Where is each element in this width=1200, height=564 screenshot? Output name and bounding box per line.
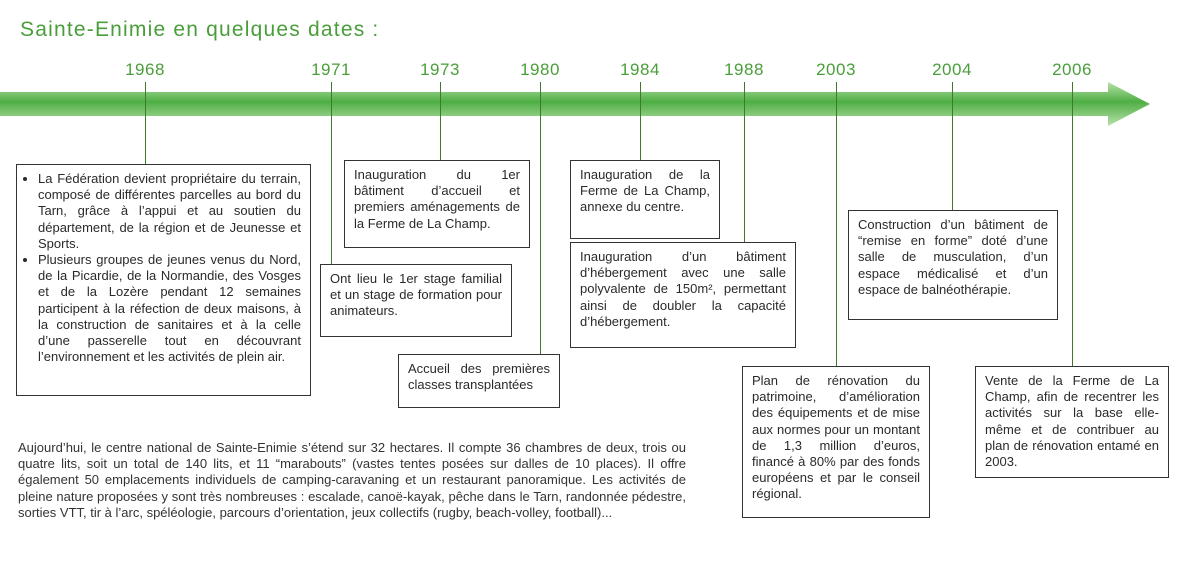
year-1971: 1971	[311, 60, 351, 79]
stem-2003	[836, 82, 837, 366]
page-title: Sainte-Enimie en quelques dates :	[20, 18, 380, 41]
year-1968: 1968	[125, 60, 165, 79]
event-box-2003: Plan de rénovation du patrimoine, d’amélioration des équipements et de mise aux normes pour un montant de 1,3 million d’euros, financé à 80% par des fonds européens et par le conseil régional.	[742, 366, 930, 518]
stem-1988	[744, 82, 745, 242]
event-box-1968	[16, 164, 311, 396]
year-1973: 1973	[420, 60, 460, 79]
stem-1984	[640, 82, 641, 160]
event-box-2006: Vente de la Ferme de La Champ, afin de recentrer les activités sur la base elle-même et de contribuer au plan de rénovation entamé en 2003.	[975, 366, 1169, 478]
year-1980: 1980	[520, 60, 560, 79]
stem-1971	[331, 82, 332, 264]
year-2004: 2004	[932, 60, 972, 79]
event-box-1980: Accueil des premières classes transplantées	[398, 354, 560, 408]
event-box-2004: Construction d’un bâtiment de “remise en forme” doté d’une salle de musculation, d’un espace médicalisé et d’un espace de balnéothérapie.	[848, 210, 1058, 320]
timeline-arrow	[0, 82, 1150, 126]
year-1984: 1984	[620, 60, 660, 79]
summary-paragraph: Aujourd’hui, le centre national de Sainte-Enimie s’étend sur 32 hectares. Il compte 36 chambres de deux, trois ou quatre lits, soit un total de 140 lits, et 11 “marabouts” (vastes tentes posées sur dalles de 10 places). Il offre également 50 emplacements individuels de camping-caravaning et un restaurant panoramique. Les activités de pleine nature proposées y sont très nombreuses : escalade, canoë-kayak, pêche dans le Tarn, randonnée pédestre, sorties VTT, tir à l’arc, spéléologie, parcours d’orientation, jeux collectifs (rugby, beach-volley, football)...	[18, 440, 686, 520]
stem-1973	[440, 82, 441, 160]
year-2006: 2006	[1052, 60, 1092, 79]
event-box-1971: Ont lieu le 1er stage familial et un stage de formation pour animateurs.	[320, 264, 512, 337]
event-box-1984: Inauguration de la Ferme de La Champ, annexe du centre.	[570, 160, 720, 239]
stem-1968	[145, 82, 146, 164]
stem-2006	[1072, 82, 1073, 366]
stem-2004	[952, 82, 953, 210]
event-box-1973: Inauguration du 1er bâtiment d’accueil et premiers aménagements de la Ferme de La Champ.	[344, 160, 530, 248]
event-box-1988: Inauguration d’un bâtiment d’hébergement avec une salle polyvalente de 150m², permettant ainsi de doubler la capacité d’hébergement.	[570, 242, 796, 348]
stem-1980	[540, 82, 541, 354]
year-1988: 1988	[724, 60, 764, 79]
event-1968-item-1: • La Fédération devient propriétaire du terrain, composé de différentes parcelles au bord du Tarn, grâce à l’appui et au soutien du département, de la région et de Jeunesse et Sports.	[38, 171, 301, 252]
event-1968-item-2: • Plusieurs groupes de jeunes venus du Nord, de la Picardie, de la Normandie, des Vosges et de la Lozère pendant 12 semaines participent à la réfection de deux maisons, à la construction de sanitaires et à la celle d’une passerelle tout en découvrant l’environnement et les activités de plein air.	[38, 252, 301, 365]
year-2003: 2003	[816, 60, 856, 79]
